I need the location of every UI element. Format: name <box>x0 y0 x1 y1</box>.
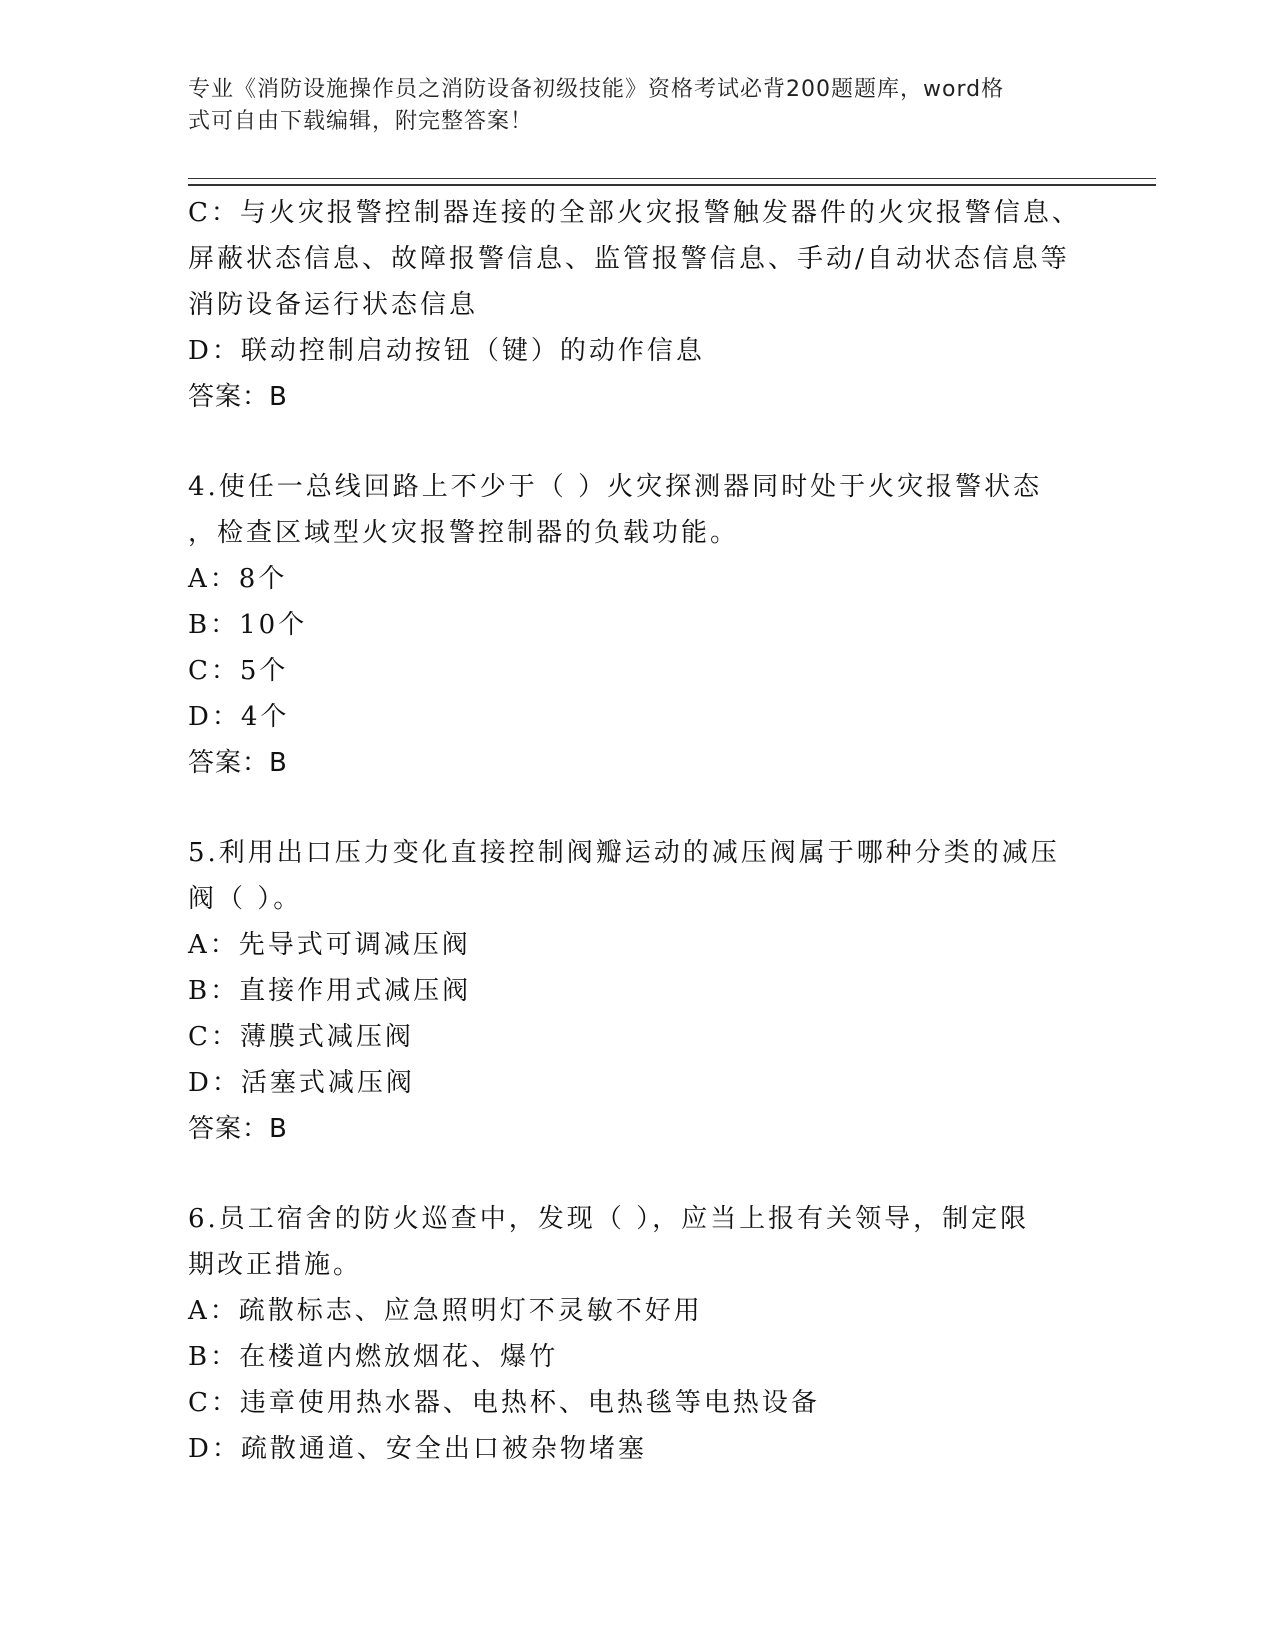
question-block-6 <box>188 1196 1088 1472</box>
option-c-line: 消防设备运行状态信息 <box>188 290 479 320</box>
question-stem-line: 期改正措施。 <box>188 1250 363 1280</box>
question-block-4 <box>188 464 1088 786</box>
header-divider <box>188 178 1156 186</box>
header-line: 专业《消防设施操作员之消防设备初级技能》资格考试必背200题题库，word格 <box>188 77 1005 102</box>
header-line: 式可自由下载编辑，附完整答案！ <box>188 109 534 134</box>
answer-line: 答案：B <box>188 748 288 778</box>
spacer <box>188 420 1088 464</box>
option-b: B：直接作用式减压阀 <box>188 976 472 1006</box>
document-header <box>188 74 1088 138</box>
option-a: A：8个 <box>188 564 288 594</box>
question-stem-line: 5.利用出口压力变化直接控制阀瓣运动的减压阀属于哪种分类的减压 <box>188 838 1060 868</box>
spacer <box>188 786 1088 830</box>
option-d: D：疏散通道、安全出口被杂物堵塞 <box>188 1434 647 1464</box>
spacer <box>188 1152 1088 1196</box>
option-c: C：5个 <box>188 656 289 686</box>
question-block-3 <box>188 190 1088 420</box>
question-stem-line: 6.员工宿舍的防火巡查中，发现（ ），应当上报有关领导，制定限 <box>188 1204 1030 1234</box>
option-a: A：疏散标志、应急照明灯不灵敏不好用 <box>188 1296 703 1326</box>
option-c-line: 屏蔽状态信息、故障报警信息、监管报警信息、手动/自动状态信息等 <box>188 244 1070 274</box>
option-d: D：4个 <box>188 702 290 732</box>
option-c: C：薄膜式减压阀 <box>188 1022 414 1052</box>
answer-line: 答案：B <box>188 1114 288 1144</box>
option-b: B：10个 <box>188 610 308 640</box>
option-c: C：违章使用热水器、电热杯、电热毯等电热设备 <box>188 1388 820 1418</box>
option-a: A：先导式可调减压阀 <box>188 930 471 960</box>
option-c-line: C：与火灾报警控制器连接的全部火灾报警触发器件的火灾报警信息、 <box>188 198 1081 228</box>
question-stem-line: 阀（ ）。 <box>188 884 303 914</box>
option-d: D：活塞式减压阀 <box>188 1068 415 1098</box>
document-body <box>188 190 1088 1472</box>
answer-line: 答案：B <box>188 382 288 412</box>
option-b: B：在楼道内燃放烟花、爆竹 <box>188 1342 559 1372</box>
question-block-5 <box>188 830 1088 1152</box>
question-stem-line: ，检查区域型火灾报警控制器的负载功能。 <box>188 518 740 548</box>
option-d: D：联动控制启动按钮（键）的动作信息 <box>188 336 705 366</box>
question-stem-line: 4.使任一总线回路上不少于（ ）火灾探测器同时处于火灾报警状态 <box>188 472 1043 502</box>
